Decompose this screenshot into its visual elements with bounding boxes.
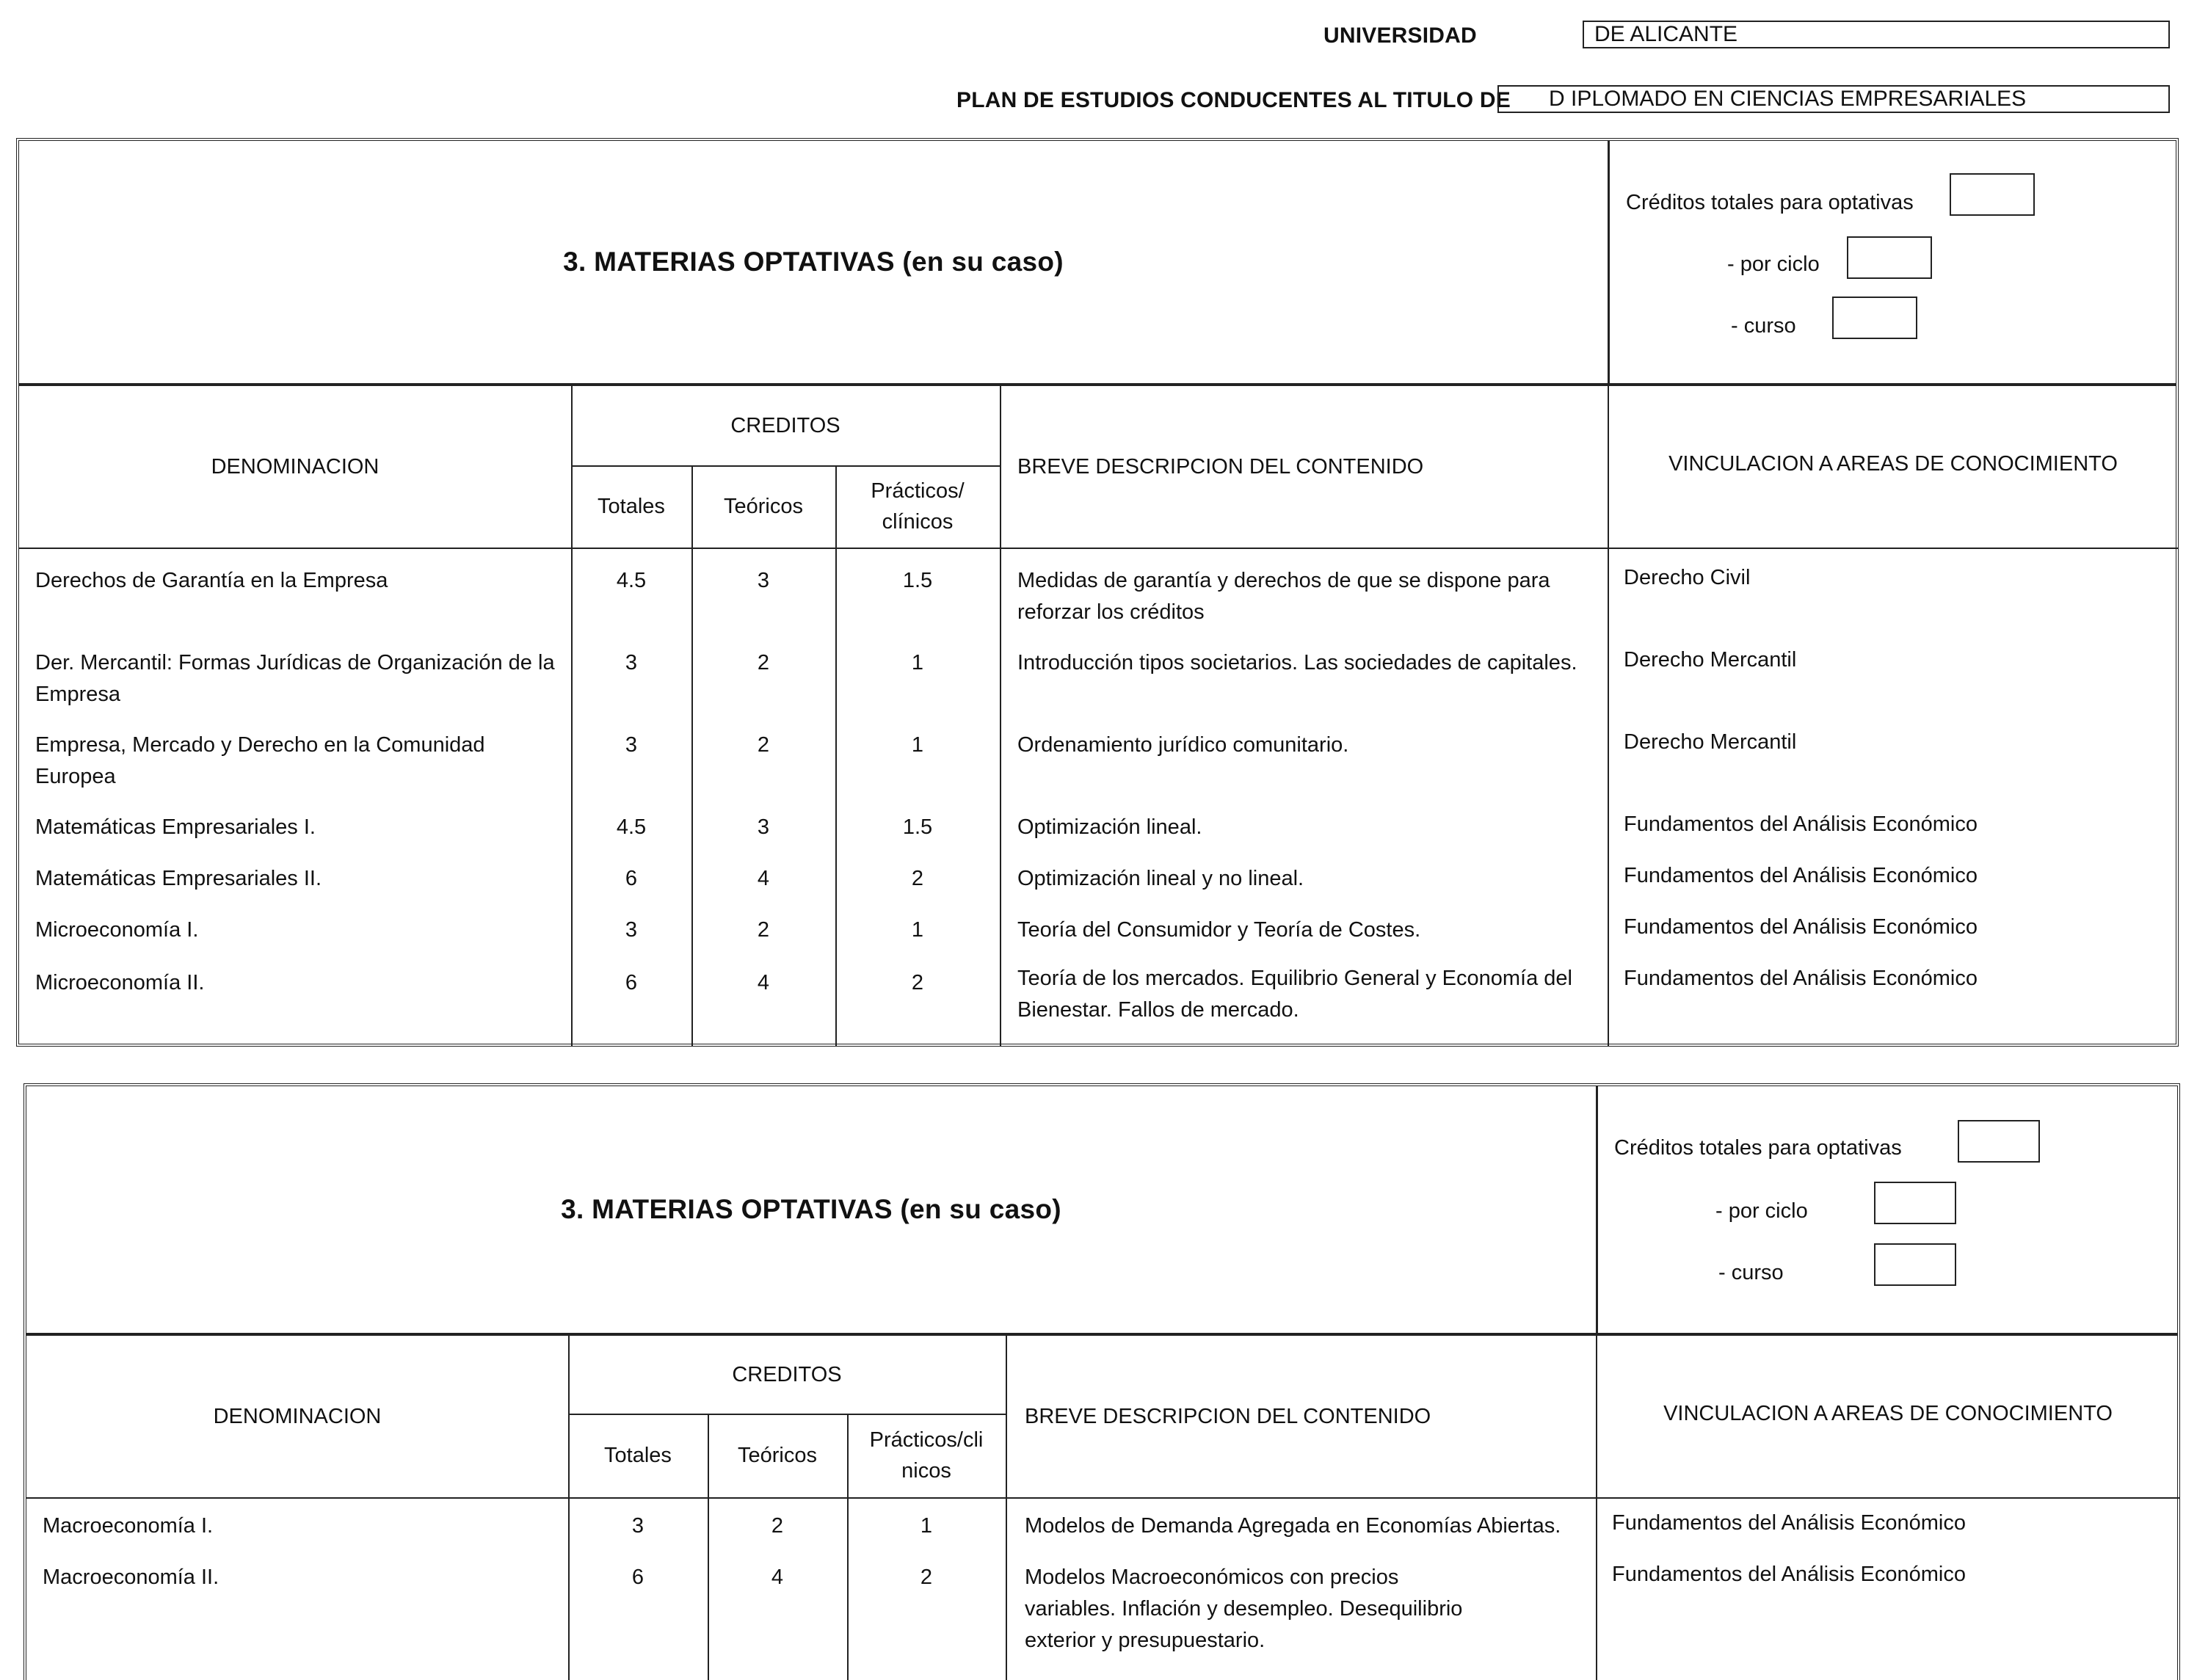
row2-teoricos: 2 [757, 651, 770, 674]
row1-denominacion: Derechos de Garantía en la Empresa [35, 569, 388, 592]
row6-denominacion: Microeconomía I. [35, 918, 199, 942]
row5-descripcion: Optimización lineal y no lineal. [1017, 867, 1304, 890]
row4-descripcion: Optimización lineal. [1017, 815, 1202, 839]
grid-line [568, 1336, 570, 1680]
grid-line [571, 465, 1000, 467]
grid-line [1608, 386, 1609, 1047]
row4-totales: 4.5 [616, 815, 647, 839]
row5-vinculacion: Fundamentos del Análisis Económico [1624, 864, 1978, 887]
section-title: 3. MATERIAS OPTATIVAS (en su caso) [561, 1194, 1061, 1224]
row9-descripcion: Modelos Macroeconómicos con precios variables. Inflación y desempleo. Desequilibrio exterior y presupuestario. [1025, 1566, 1463, 1652]
row2-denominacion: Der. Mercantil: Formas Jurídicas de Organización de la Empresa [35, 651, 555, 706]
row6-practicos: 1 [911, 918, 924, 942]
row9-denominacion: Macroeconomía II. [43, 1566, 219, 1589]
curso-label: - curso [1718, 1261, 1784, 1284]
row3-descripcion: Ordenamiento jurídico comunitario. [1017, 733, 1349, 757]
row3-denominacion: Empresa, Mercado y Derecho en la Comunidad Europea [35, 733, 485, 788]
creditos-summary [1608, 141, 2179, 383]
row9-teoricos: 4 [771, 1566, 784, 1589]
row1-descripcion: Medidas de garantía y derechos de que se dispone para reforzar los créditos [1017, 569, 1550, 624]
row7-teoricos: 4 [757, 971, 770, 994]
grid-line [847, 1414, 849, 1680]
row8-descripcion: Modelos de Demanda Agregada en Economías Abiertas. [1025, 1514, 1561, 1538]
row7-practicos: 2 [911, 971, 924, 994]
creditos-totales-label: Créditos totales para optativas [1626, 191, 1914, 214]
col-vinculacion: VINCULACION A AREAS DE CONOCIMIENTO [1668, 452, 2118, 476]
col-vinculacion: VINCULACION A AREAS DE CONOCIMIENTO [1663, 1402, 2113, 1425]
plan-label: PLAN DE ESTUDIOS CONDUCENTES AL TITULO DE [956, 88, 1511, 112]
col-totales: Totales [598, 495, 665, 518]
row3-teoricos: 2 [757, 733, 770, 757]
row1-totales: 4.5 [616, 569, 647, 592]
row6-vinculacion: Fundamentos del Análisis Económico [1624, 915, 1978, 939]
por-ciclo-label: - por ciclo [1715, 1199, 1808, 1223]
row3-practicos: 1 [911, 733, 924, 757]
row7-totales: 6 [625, 971, 638, 994]
optativas-table-2 [23, 1083, 2180, 1680]
row4-teoricos: 3 [757, 815, 770, 839]
row2-totales: 3 [625, 651, 638, 674]
section-title: 3. MATERIAS OPTATIVAS (en su caso) [563, 247, 1064, 277]
row5-totales: 6 [625, 867, 638, 890]
optativas-table-1 [16, 138, 2179, 1047]
row8-practicos: 1 [920, 1514, 933, 1538]
grid-line [571, 386, 573, 1047]
row1-vinculacion: Derecho Civil [1624, 566, 1751, 589]
row8-vinculacion: Fundamentos del Análisis Económico [1612, 1511, 1966, 1535]
row4-vinculacion: Fundamentos del Análisis Económico [1624, 812, 1978, 836]
row2-descripcion: Introducción tipos societarios. Las sociedades de capitales. [1017, 651, 1577, 674]
row3-vinculacion: Derecho Mercantil [1624, 730, 1797, 754]
col-creditos: CREDITOS [732, 1363, 842, 1386]
grid-line [708, 1414, 709, 1680]
row1-practicos: 1.5 [902, 569, 933, 592]
curso-box [1874, 1243, 1956, 1286]
row4-practicos: 1.5 [902, 815, 933, 839]
row3-totales: 3 [625, 733, 638, 757]
col-totales: Totales [604, 1444, 672, 1467]
grid-line [568, 1414, 1006, 1415]
grid-line [26, 1497, 2180, 1499]
curso-label: - curso [1731, 314, 1796, 338]
col-denominacion: DENOMINACION [213, 1405, 382, 1428]
row5-denominacion: Matemáticas Empresariales II. [35, 867, 322, 890]
row6-teoricos: 2 [757, 918, 770, 942]
col-practicos: Prácticos/cli nicos [869, 1428, 984, 1483]
row9-totales: 6 [631, 1566, 644, 1589]
row6-descripcion: Teoría del Consumidor y Teoría de Costes. [1017, 918, 1421, 942]
col-descripcion: BREVE DESCRIPCION DEL CONTENIDO [1017, 455, 1424, 479]
row7-descripcion: Teoría de los mercados. Equilibrio General y Economía del Bienestar. Fallos de mercado. [1017, 967, 1572, 1022]
row6-totales: 3 [625, 918, 638, 942]
grid-line [1000, 386, 1001, 1047]
universidad-label: UNIVERSIDAD [1323, 23, 1477, 48]
row5-teoricos: 4 [757, 867, 770, 890]
grid-line [1006, 1336, 1007, 1680]
row2-practicos: 1 [911, 651, 924, 674]
col-denominacion: DENOMINACION [211, 455, 380, 479]
row9-vinculacion: Fundamentos del Análisis Económico [1612, 1563, 1966, 1586]
row5-practicos: 2 [911, 867, 924, 890]
por-ciclo-box [1847, 236, 1932, 279]
col-teoricos: Teóricos [724, 495, 803, 518]
por-ciclo-box [1874, 1182, 1956, 1224]
curso-box [1832, 297, 1917, 339]
creditos-summary [1596, 1086, 2180, 1333]
col-practicos: Prácticos/ clínicos [871, 479, 965, 534]
universidad-field: DE ALICANTE [1583, 21, 2170, 48]
row8-denominacion: Macroeconomía I. [43, 1514, 214, 1538]
col-teoricos: Teóricos [738, 1444, 817, 1467]
row1-teoricos: 3 [757, 569, 770, 592]
row8-totales: 3 [631, 1514, 644, 1538]
row7-vinculacion: Fundamentos del Análisis Económico [1624, 967, 1978, 990]
row8-teoricos: 2 [771, 1514, 784, 1538]
creditos-totales-box [1958, 1120, 2040, 1163]
col-creditos: CREDITOS [730, 414, 840, 437]
row9-practicos: 2 [920, 1566, 933, 1589]
por-ciclo-label: - por ciclo [1727, 252, 1820, 276]
grid-line [1596, 1336, 1597, 1680]
titulo-field: D IPLOMADO EN CIENCIAS EMPRESARIALES [1497, 85, 2170, 113]
row2-vinculacion: Derecho Mercantil [1624, 648, 1797, 672]
row4-denominacion: Matemáticas Empresariales I. [35, 815, 316, 839]
grid-line [19, 548, 2179, 549]
creditos-totales-box [1950, 173, 2035, 216]
row7-denominacion: Microeconomía II. [35, 971, 205, 994]
creditos-totales-label: Créditos totales para optativas [1614, 1136, 1902, 1160]
col-descripcion: BREVE DESCRIPCION DEL CONTENIDO [1025, 1405, 1431, 1428]
